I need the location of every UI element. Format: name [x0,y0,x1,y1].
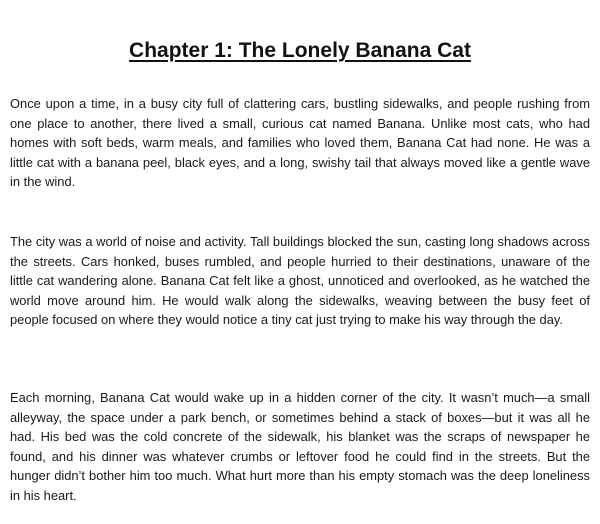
chapter-title-text: Chapter 1: The Lonely Banana Cat [129,39,471,63]
paragraph-1: Once upon a time, in a busy city full of clattering cars, bustling sidewalks, and people rushing from one place to another, there lived a small, curious cat named Banana. Unlike most cats, who had homes with soft beds, warm meals, and families who loved them, Banana Cat had none. He was a little cat with a banana peel, black eyes, and a long, swishy tail that always moved like a gentle wave in the wind. [10,96,590,190]
chapter-title [0,36,600,66]
paragraph-3: Each morning, Banana Cat would wake up in a hidden corner of the city. It wasn’t much—a small alleyway, the space under a park bench, or sometimes behind a stack of boxes—but it was all he had. His bed was the cold concrete of the sidewalk, his blanket was the scraps of newspaper he found, and his dinner was whatever crumbs or leftover food he could find in the streets. But the hunger didn’t bother him too much. What hurt more than his empty stomach was the deep loneliness in his heart. [10,390,590,503]
paragraph-2: The city was a world of noise and activity. Tall buildings blocked the sun, casting long shadows across the streets. Cars honked, buses rumbled, and people hurried to their destinations, unaware of the little cat wandering alone. Banana Cat felt like a ghost, unnoticed and overlooked, as he watched the world move around him. He would walk along the sidewalks, weaving between the busy feet of people focused on where they would notice a tiny cat just trying to make his way through the day. [10,234,590,328]
